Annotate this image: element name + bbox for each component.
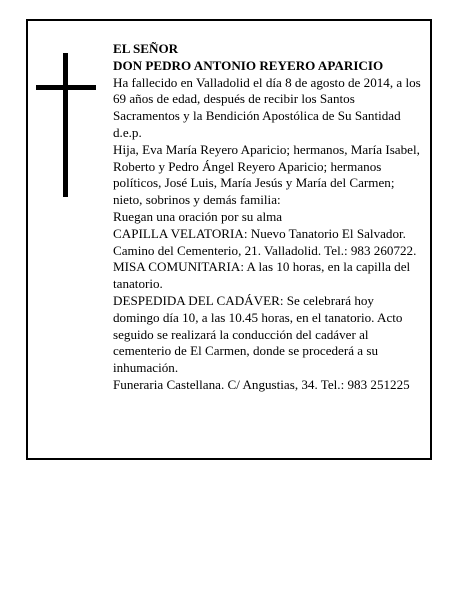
family-list: Hija, Eva María Reyero Aparicio; hermanos, María Isabel, Roberto y Pedro Ángel Reyero Aparicio; hermanos políticos, José Luis, María Jesús y María del Carmen; nieto, sobrinos y demás familia: [113,141,420,208]
prayer-request: Ruegan una oración por su alma [113,208,283,224]
cross-horizontal-bar [36,85,96,90]
death-announcement: Ha fallecido en Valladolid el día 8 de agosto de 2014, a los 69 años de edad, después de recibir los Santos Sacramentos y la Bendición Apostólica de Su Santidad d.e.p. [113,74,421,140]
title-honorific: EL SEÑOR [113,41,179,56]
funeral-farewell-info: DESPEDIDA DEL CADÁVER: Se celebrará hoy domingo día 10, a las 10.45 horas, en el tanatorio. Acto seguido se realizará la conducción del cadáver al cementerio de El Carmen, donde se procederá a su inhumación. [113,292,403,376]
wake-and-mass-info: CAPILLA VELATORIA: Nuevo Tanatorio El Salvador. Camino del Cementerio, 21. Valladolid. Tel.: 983 260722. MISA COMUNITARIA: A las 10 horas, en la capilla del tanatorio. [113,225,417,292]
deceased-name: DON PEDRO ANTONIO REYERO APARICIO [113,57,384,73]
cross-vertical-bar [63,53,68,197]
funeral-home-contact: Funeraria Castellana. C/ Angustias, 34. Tel.: 983 251225 [113,376,410,392]
latin-cross-icon [36,53,96,197]
obituary-text [113,41,423,394]
